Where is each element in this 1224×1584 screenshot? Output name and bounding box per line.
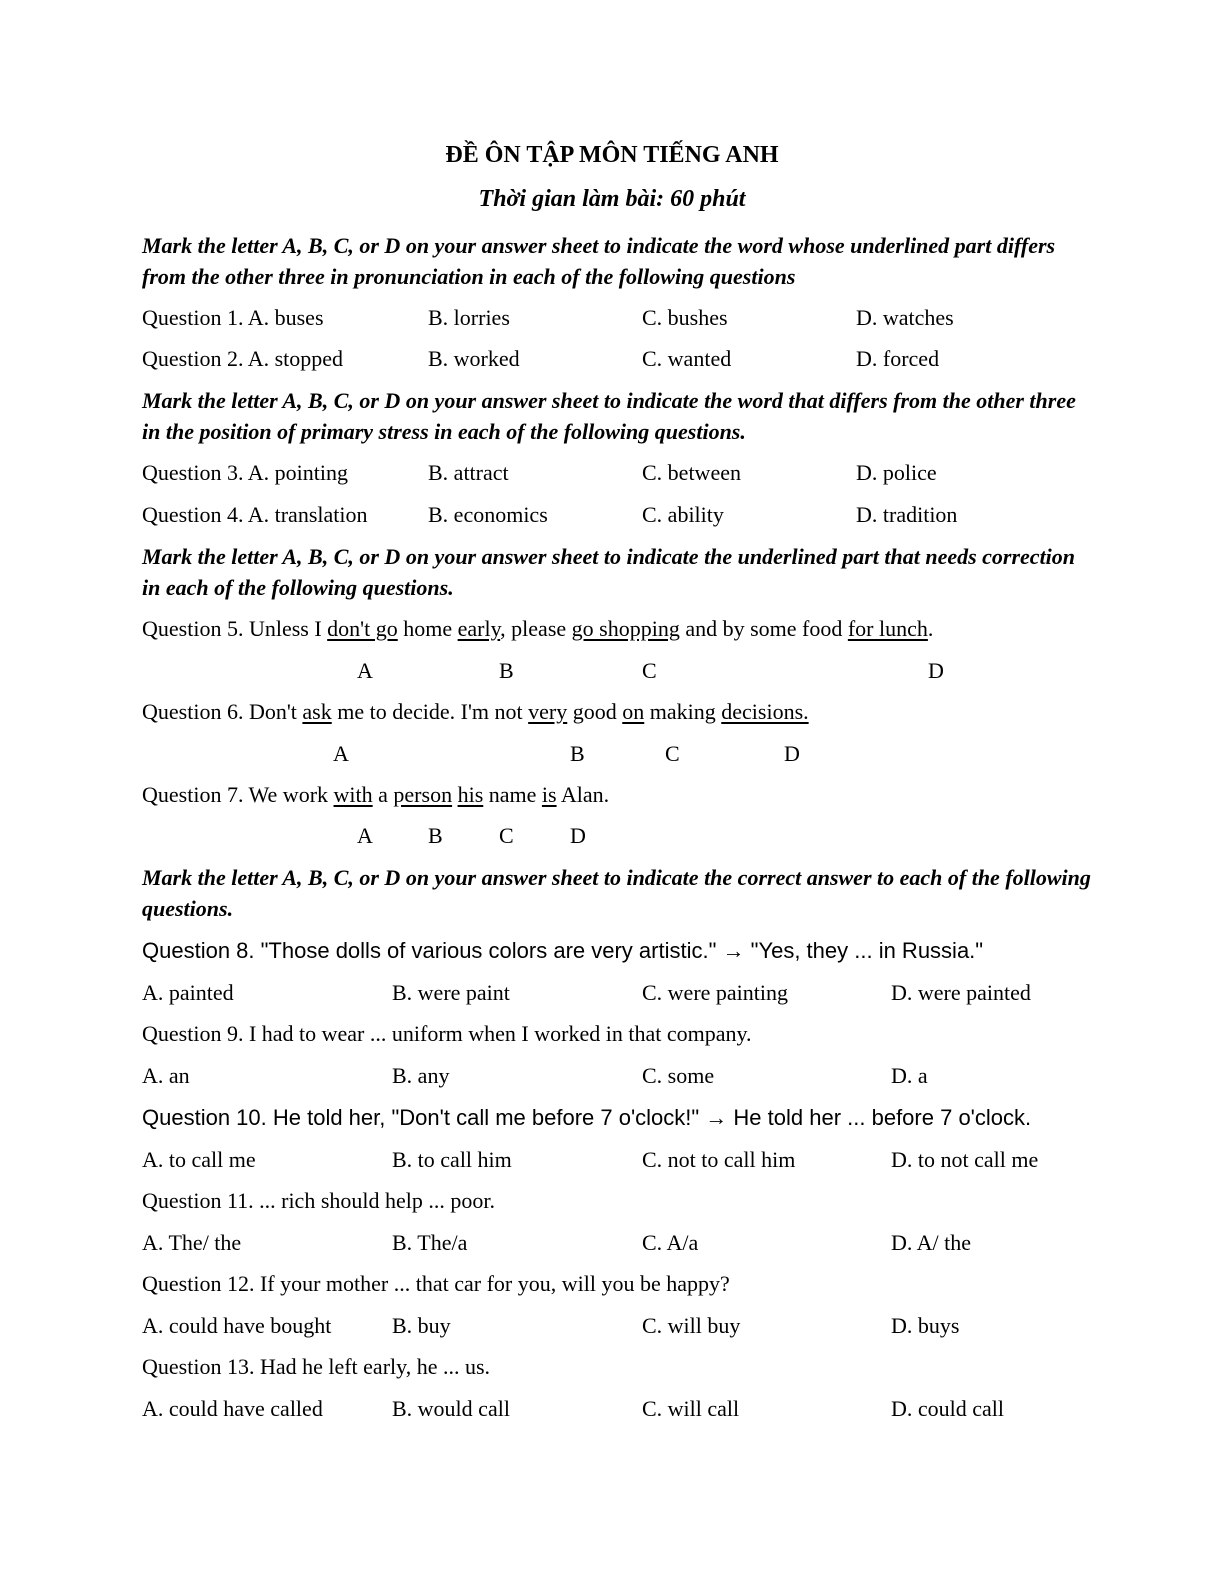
q5-text-3: , please (500, 616, 572, 641)
q13-option-a: A. could have called (142, 1396, 323, 1421)
q7-letter-b: B (428, 823, 443, 848)
q6-underline-d: decisions. (721, 699, 809, 724)
question-5 (142, 614, 933, 644)
q5-text-1: Question 5. Unless I (142, 616, 328, 641)
q12-options (0, 1311, 1224, 1341)
q3-label-option-a: Question 3. A. pointing (142, 460, 348, 485)
q6-letter-c: C (665, 741, 680, 766)
q4-option-c: C. ability (642, 502, 724, 527)
q10-option-b: B. to call him (392, 1147, 512, 1172)
q3-option-d: D. police (856, 460, 937, 485)
q5-letter-c: C (642, 658, 657, 683)
q12-option-b: B. buy (392, 1313, 451, 1338)
q1-option-c: C. bushes (642, 305, 728, 330)
q3-option-b: B. attract (428, 460, 509, 485)
q12-option-c: C. will buy (642, 1313, 741, 1338)
question-9: Question 9. I had to wear ... uniform when I worked in that company. (142, 1021, 752, 1046)
question-12: Question 12. If your mother ... that car for you, will you be happy? (142, 1271, 730, 1296)
q2-option-d: D. forced (856, 346, 940, 371)
q7-letter-d: D (570, 823, 586, 848)
q12-option-d: D. buys (891, 1313, 960, 1338)
q7-text-5: Alan. (556, 782, 610, 807)
q11-option-b: B. The/a (392, 1230, 468, 1255)
question-3 (0, 458, 1224, 488)
q5-text-5: . (927, 616, 934, 641)
q11-option-a: A. The/ the (142, 1230, 242, 1255)
q11-options (0, 1228, 1224, 1258)
q10-option-d: D. to not call me (891, 1147, 1039, 1172)
q8-option-a: A. painted (142, 980, 234, 1005)
q7-letter-c: C (499, 823, 514, 848)
q4-option-d: D. tradition (856, 502, 958, 527)
q10-option-c: C. not to call him (642, 1147, 796, 1172)
question-2 (0, 344, 1224, 374)
q5-letter-b: B (499, 658, 514, 683)
q5-letter-a: A (357, 658, 373, 683)
q6-underline-a: ask (302, 699, 332, 724)
q5-letter-d: D (928, 658, 944, 683)
q10-options (0, 1145, 1224, 1175)
q6-text-4: making (644, 699, 722, 724)
q9-options (0, 1061, 1224, 1091)
question-8: Question 8. "Those dolls of various colors are very artistic." → "Yes, they ... in Russia." (142, 938, 984, 963)
q4-label-option-a: Question 4. A. translation (142, 502, 368, 527)
q5-underline-c: go shopping (571, 616, 680, 641)
q13-option-c: C. will call (642, 1396, 740, 1421)
page-title: ĐỀ ÔN TẬP MÔN TIẾNG ANH (445, 142, 779, 168)
q1-option-b: B. lorries (428, 305, 510, 330)
q6-underline-c: on (622, 699, 645, 724)
q8-options (0, 978, 1224, 1008)
q8-option-c: C. were painting (642, 980, 789, 1005)
q3-option-c: C. between (642, 460, 741, 485)
q7-letter-a: A (357, 823, 373, 848)
q7-underline-b: person (393, 782, 453, 807)
question-1 (0, 303, 1224, 333)
question-11: Question 11. ... rich should help ... poor. (142, 1188, 495, 1213)
instruction-correction: Mark the letter A, B, C, or D on your answer sheet to indicate the underlined part that needs correction in each of the following questions. (142, 544, 1076, 600)
q7-underline-a: with (333, 782, 373, 807)
q7-underline-c: his (457, 782, 484, 807)
question-13: Question 13. Had he left early, he ... us. (142, 1354, 491, 1379)
q2-label-option-a: Question 2. A. stopped (142, 346, 344, 371)
q6-letter-b: B (570, 741, 585, 766)
q4-option-b: B. economics (428, 502, 548, 527)
question-10: Question 10. He told her, "Don't call me before 7 o'clock!" → He told her ... before 7 o'clock. (142, 1105, 1032, 1130)
q5-underline-a: don't go (327, 616, 398, 641)
q6-text-1: Question 6. Don't (142, 699, 303, 724)
q2-option-c: C. wanted (642, 346, 732, 371)
q6-underline-b: very (528, 699, 568, 724)
q13-option-b: B. would call (392, 1396, 510, 1421)
q9-option-d: D. a (891, 1063, 928, 1088)
q7-text-1: Question 7. We work (142, 782, 334, 807)
q13-option-d: D. could call (891, 1396, 1005, 1421)
question-6 (142, 697, 809, 727)
q7-underline-d: is (541, 782, 557, 807)
q13-options (0, 1394, 1224, 1424)
instruction-stress: Mark the letter A, B, C, or D on your answer sheet to indicate the word that differs from the other three in the position of primary stress in each of the following questions. (142, 388, 1076, 444)
q6-text-2: me to decide. I'm not (331, 699, 529, 724)
q6-letter-a: A (333, 741, 349, 766)
q12-option-a: A. could have bought (142, 1313, 332, 1338)
q7-text-4: name (483, 782, 542, 807)
q2-option-b: B. worked (428, 346, 520, 371)
q6-text-3: good (567, 699, 623, 724)
q9-option-a: A. an (142, 1063, 190, 1088)
q9-option-c: C. some (642, 1063, 715, 1088)
q11-option-c: C. A/a (642, 1230, 699, 1255)
q6-letter-d: D (784, 741, 800, 766)
page-subtitle: Thời gian làm bài: 60 phút (478, 186, 746, 212)
q7-text-2: a (372, 782, 394, 807)
q10-option-a: A. to call me (142, 1147, 256, 1172)
question-4 (0, 500, 1224, 530)
instruction-correct-answer: Mark the letter A, B, C, or D on your answer sheet to indicate the correct answer to each of the following questions. (142, 865, 1091, 921)
instruction-pronunciation: Mark the letter A, B, C, or D on your answer sheet to indicate the word whose underlined part differs from the other three in pronunciation in each of the following questions (142, 233, 1056, 289)
q9-option-b: B. any (392, 1063, 450, 1088)
q8-option-b: B. were paint (392, 980, 510, 1005)
q5-text-2: home (397, 616, 458, 641)
question-7 (142, 780, 609, 810)
q8-option-d: D. were painted (891, 980, 1031, 1005)
q1-option-d: D. watches (856, 305, 954, 330)
q1-label-option-a: Question 1. A. buses (142, 305, 324, 330)
q11-option-d: D. A/ the (891, 1230, 972, 1255)
q5-underline-d: for lunch (847, 616, 928, 641)
q5-underline-b: early (457, 616, 501, 641)
q5-text-4: and by some food (679, 616, 848, 641)
